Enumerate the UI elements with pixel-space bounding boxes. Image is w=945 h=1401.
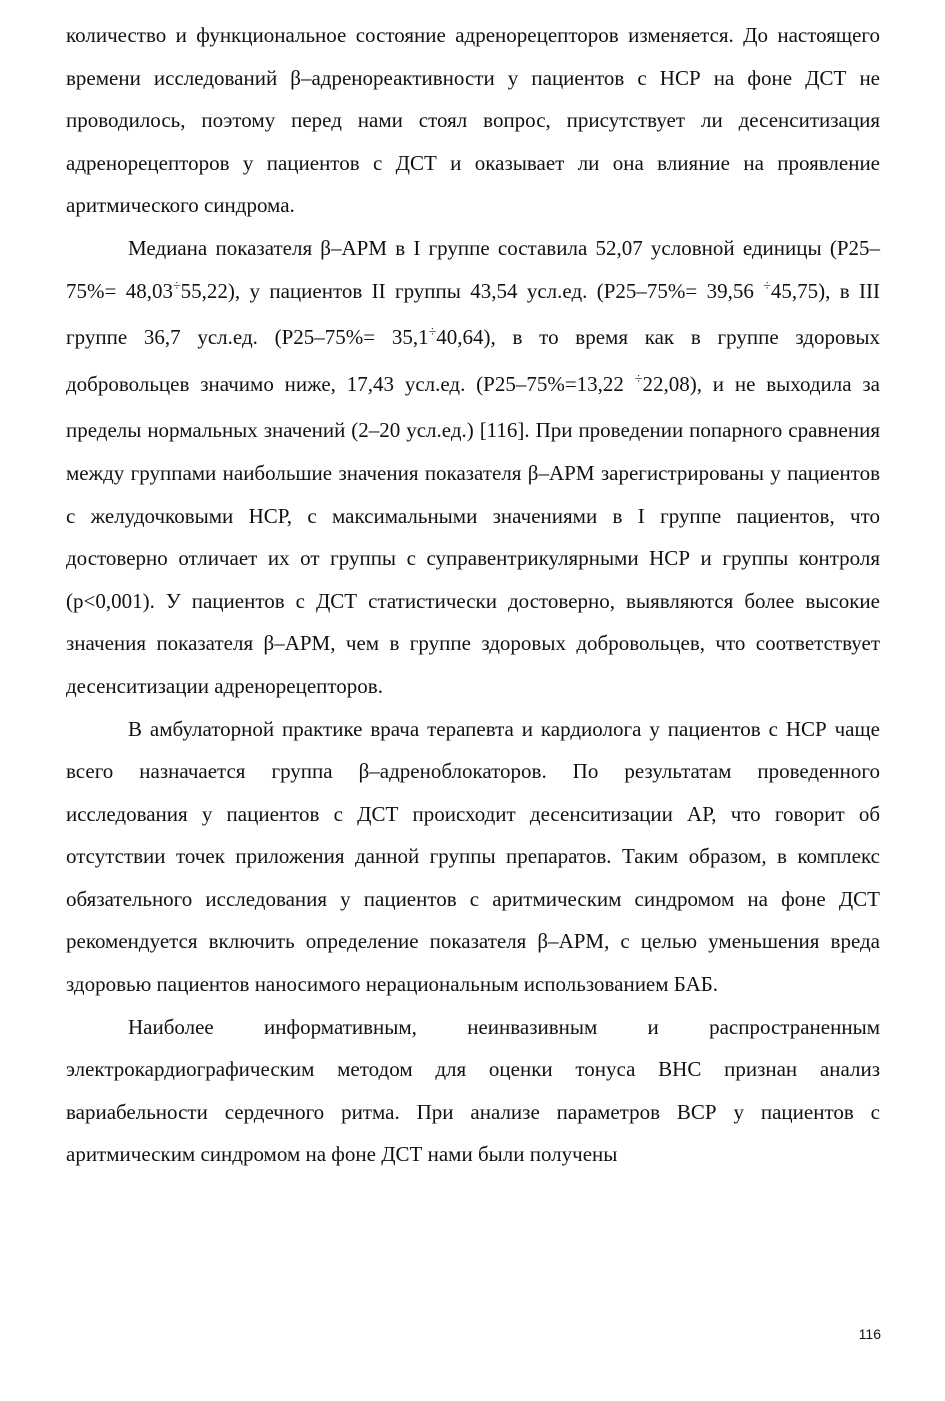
document-page <box>66 14 880 1176</box>
paragraph-4 <box>66 1006 880 1176</box>
paragraph-1-text: количество и функциональное состояние адренорецепторов изменяется. До настоящего времени исследований β–адренореактивности у пациентов с НСР на фоне ДСТ не проводилось, поэтому перед нами стоял вопрос, присутствует ли десенситизация адренорецепторов у пациентов с ДСТ и оказывает ли она влияние на проявление аритмического синдрома. <box>66 23 880 218</box>
page-number: 116 <box>858 1326 881 1342</box>
paragraph-2-text-e: 22,08), и не выходила за пределы нормальных значений (2–20 усл.ед.) [116]. При проведении попарного сравнения между группами наибольшие значения показателя β–АРМ зарегистрированы у пациентов с желудочковыми НСР, с максимальными значениями в I группе пациентов, что достоверно отличает их от группы с суправентрикулярными НСР и группы контроля (p<0,001). У пациентов с ДСТ статистически достоверно, выявляются более высокие значения показателя β–АРМ, чем в группе здоровых добровольцев, что соответствует десенситизации адренорецепторов. <box>66 371 880 698</box>
range-sign: ÷ <box>428 325 437 341</box>
paragraph-3 <box>66 708 880 1006</box>
paragraph-2-text-c: 45,75), в III группе 36,7 усл.ед. (P25–75%= 35,1 <box>66 278 880 350</box>
paragraph-4-text: Наиболее информативным, неинвазивным и распространенным электрокардиографическим методом для оценки тонуса ВНС признан анализ вариабельности сердечного ритма. При анализе параметров ВСР у пациентов с аритмическим синдромом на фоне ДСТ нами были получены <box>66 1014 880 1167</box>
range-sign: ÷ <box>763 278 771 294</box>
paragraph-2-text-d: 40,64), в то время как в группе здоровых добровольцев значимо ниже, 17,43 усл.ед. (P25–75%=13,22 <box>66 325 881 396</box>
paragraph-2-text-b: 55,22), у пациентов II группы 43,54 усл.ед. (P25–75%= 39,56 <box>180 278 764 303</box>
range-sign: ÷ <box>634 371 643 387</box>
paragraph-2-text-a: Медиана показателя β–АРМ в I группе составила 52,07 условной единицы (P25–75%= 48,03 <box>66 235 880 303</box>
paragraph-3-text: В амбулаторной практике врача терапевта и кардиолога у пациентов с НСР чаще всего назначается группа β–адреноблокаторов. По результатам проведенного исследования у пациентов с ДСТ происходит десенситизации АР, что говорит об отсутствии точек приложения данной группы препаратов. Таким образом, в комплекс обязательного исследования у пациентов с аритмическим синдромом на фоне ДСТ рекомендуется включить определение показателя β–АРМ, с целью уменьшения вреда здоровью пациентов наносимого нерациональным использованием БАБ. <box>66 716 880 997</box>
range-sign: ÷ <box>172 278 181 294</box>
paragraph-1 <box>66 14 880 227</box>
paragraph-2 <box>66 227 880 708</box>
